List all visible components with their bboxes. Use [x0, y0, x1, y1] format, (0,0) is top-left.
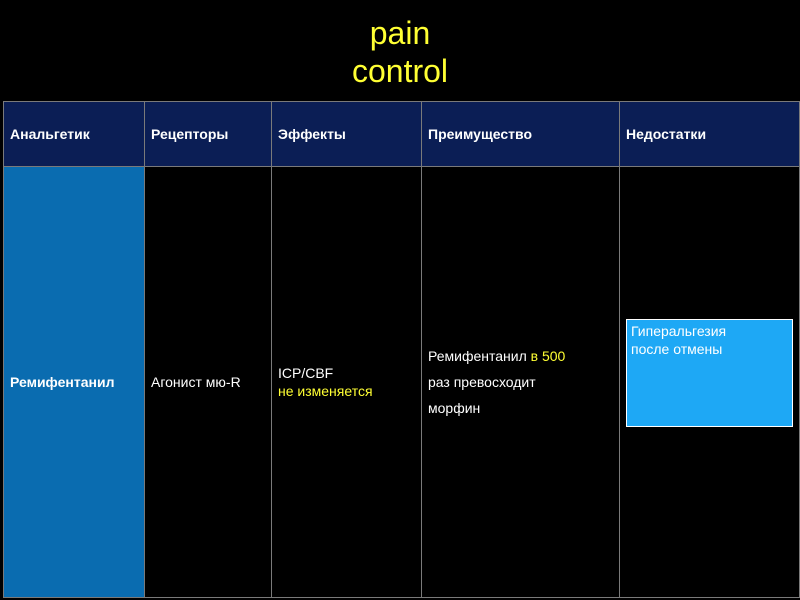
- advantage-part-1: Ремифентанил: [428, 348, 531, 364]
- disadvantage-line-1: Гиперальгезия: [631, 323, 727, 339]
- cell-agent: Ремифентанил: [4, 167, 145, 598]
- cell-advantage: [422, 167, 620, 598]
- header-receptors: Рецепторы: [145, 102, 272, 167]
- analgesic-table: [3, 101, 800, 598]
- header-effects: Эффекты: [272, 102, 422, 167]
- disadvantage-highlight-box: [626, 319, 793, 427]
- advantage-highlight: в 500: [530, 348, 566, 364]
- effects-line-2: не изменяется: [278, 383, 373, 399]
- title-line-2: control: [351, 53, 449, 89]
- disadvantage-line-2: после отмены: [631, 341, 723, 357]
- header-analgesic: Анальгетик: [4, 102, 145, 167]
- advantage-line-3: морфин: [428, 400, 481, 416]
- advantage-line-2: раз превосходит: [428, 374, 536, 390]
- title-line-1: pain: [369, 15, 431, 51]
- cell-receptors: Агонист мю-R: [145, 167, 272, 598]
- table-header-row: [4, 102, 800, 167]
- header-disadvantages: Недостатки: [620, 102, 800, 167]
- slide-title: [0, 14, 800, 90]
- header-advantage: Преимущество: [422, 102, 620, 167]
- table-row: [4, 167, 800, 598]
- effects-line-1: ICP/CBF: [278, 365, 334, 381]
- cell-effects: [272, 167, 422, 598]
- advantage-line-1: [428, 343, 613, 369]
- cell-disadvantages: [620, 167, 800, 598]
